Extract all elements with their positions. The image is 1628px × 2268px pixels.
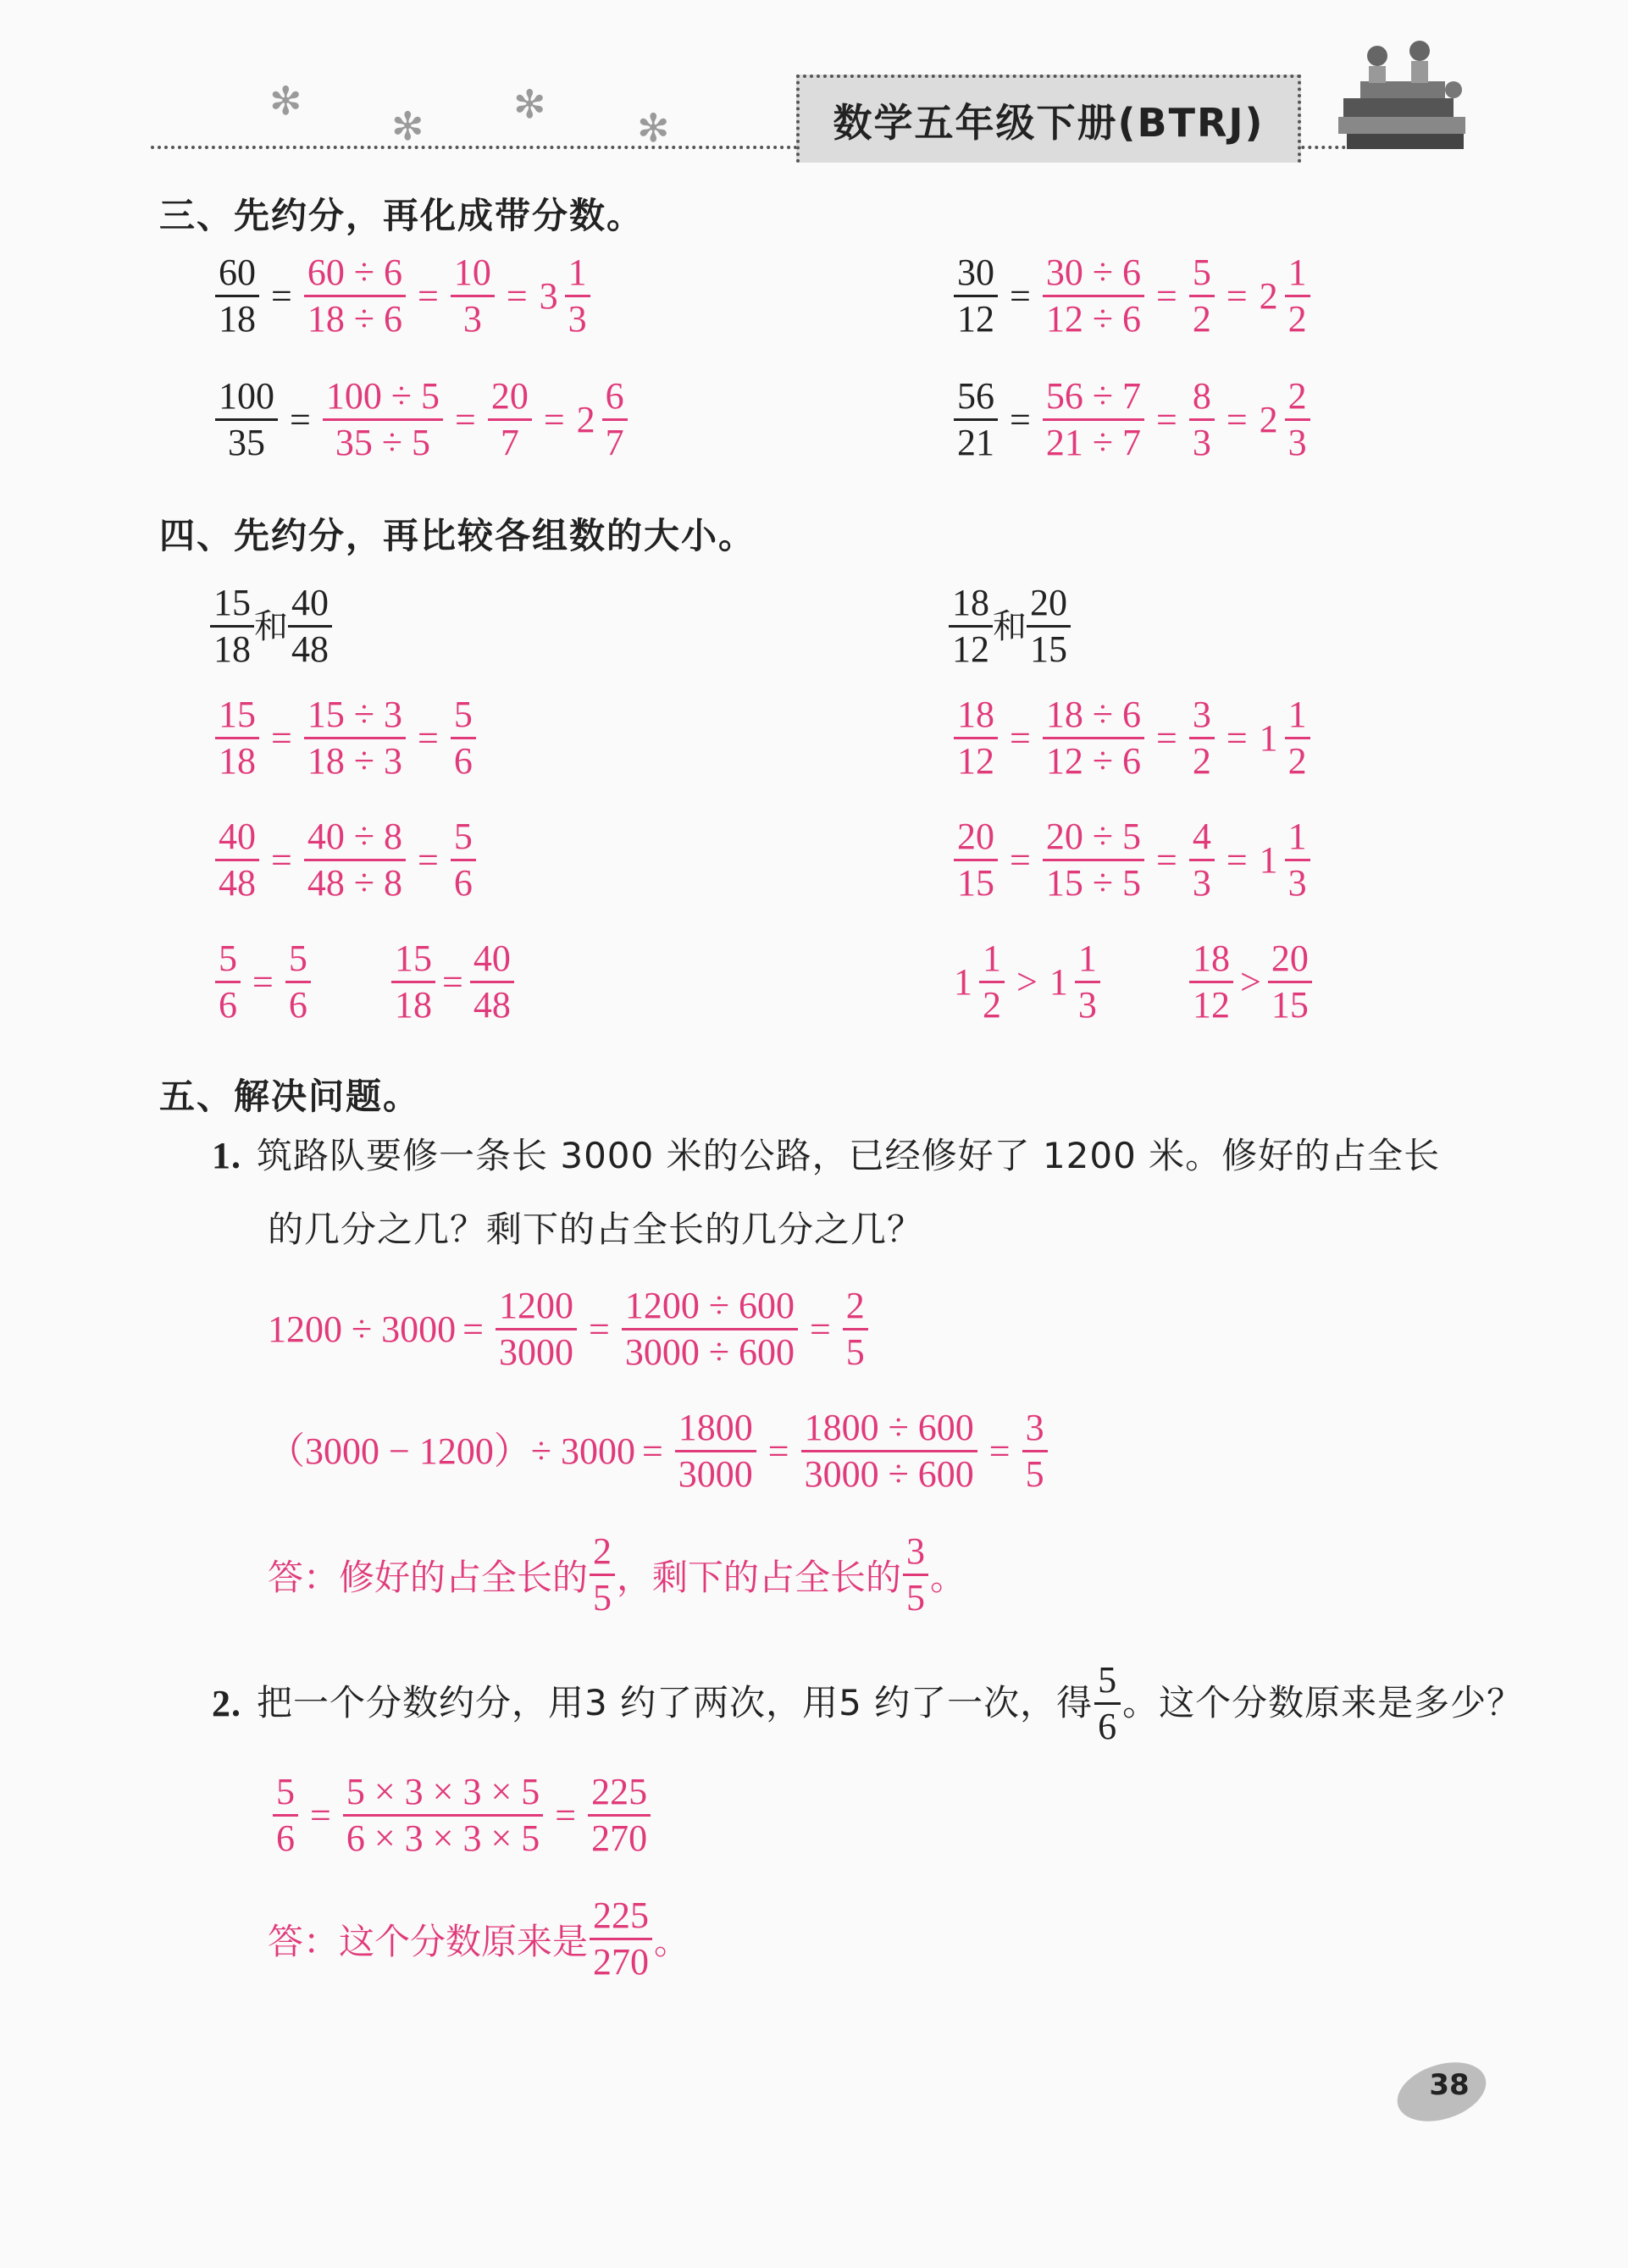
s4-left-reduction: $\frac{40}{48}$ = $\frac{40 \div 8}{48 \div 8}$ = $\frac{5}{6}$ [210,818,481,902]
s4-left-compare-1: $\frac{5}{6}$ = $\frac{5}{6}$ [210,940,316,1024]
question-fraction: $\frac{30}{12}$ [954,254,998,338]
problem-2-calc: $\frac{5}{6}$ = $\frac{5 \times 3 \times 3 \times 5}{6 \times 3 \times 3 \times 5}$ = $\frac{225}{270}$ [268,1773,656,1857]
section-3-heading: 三、先约分，再化成带分数。 [159,195,645,236]
s4-right-reduction: $\frac{20}{15}$ = $\frac{20 \div 5}{15 \div 5}$ = $\frac{4}{3}$ = 1 $\frac{1}{3}$ [949,818,1315,902]
mixed-fraction: $\frac{1}{3}$ [565,254,590,338]
answer-fraction: $\frac{56 \div 7}{21 \div 7}$ [1043,378,1144,462]
answer-fraction: $\frac{5}{2}$ [1189,254,1215,338]
problem-1-calc-1: 1200 ÷ 3000 = $\frac{1200}{3000}$ = $\frac{1200 \div 600}{3000 \div 600}$ = $\frac{2}{5}$ [268,1287,873,1371]
s3-expression: $\frac{56}{21}$ = $\frac{56 \div 7}{21 \div 7}$ = $\frac{8}{3}$ = 2 $\frac{2}{3}$ [949,378,1315,462]
answer-fraction: $\frac{20}{7}$ [488,378,532,462]
problem-1-calc-2: （3000 − 1200）÷ 3000 = $\frac{1800}{3000}$ = $\frac{1800 \div 600}{3000 \div 600}$ = $\frac{3}{5}$ [268,1409,1053,1493]
s4-right-compare-2: $\frac{18}{12}$ > $\frac{20}{15}$ [1184,940,1317,1024]
decor-star-icon: ✻ [391,103,424,149]
section-5-heading: 五、解决问题。 [159,1076,421,1117]
page-number: 38 [1429,2068,1470,2102]
header-title-box [796,75,1301,163]
books-with-kids-icon [1326,30,1479,158]
s4-question-left: $\frac{15}{18}$ 和 $\frac{40}{48}$ [210,584,332,668]
s4-left-reduction: $\frac{15}{18}$ = $\frac{15 \div 3}{18 \div 3}$ = $\frac{5}{6}$ [210,696,481,780]
question-fraction: $\frac{60}{18}$ [215,254,259,338]
mixed-fraction: $\frac{1}{2}$ [1285,254,1310,338]
section-4-heading: 四、先约分，再比较各组数的大小。 [159,515,756,556]
mixed-fraction: $\frac{6}{7}$ [602,378,628,462]
decor-star-icon: ✻ [513,81,546,127]
s4-question-right: $\frac{18}{12}$ 和 $\frac{20}{15}$ [949,584,1071,668]
s3-expression: $\frac{60}{18}$ = $\frac{60 \div 6}{18 \div 6}$ = $\frac{10}{3}$ = 3 $\frac{1}{3}$ [210,254,595,338]
problem-2-answer: 答：这个分数原来是 $\frac{225}{270}$ 。 [268,1895,690,1983]
answer-fraction: $\frac{60 \div 6}{18 \div 6}$ [304,254,406,338]
book-title: 数学五年级下册(BTRJ) [833,100,1265,146]
problem-2-text: 2. 把一个分数约分，用3 约了两次，用5 约了一次，得 $\frac{5}{6}$ 。这个分数原来是多少？ [212,1659,1524,1747]
answer-fraction: $\frac{10}{3}$ [451,254,495,338]
answer-fraction: $\frac{8}{3}$ [1189,378,1215,462]
s4-right-reduction: $\frac{18}{12}$ = $\frac{18 \div 6}{12 \div 6}$ = $\frac{3}{2}$ = 1 $\frac{1}{2}$ [949,696,1315,780]
s3-expression: $\frac{100}{35}$ = $\frac{100 \div 5}{35 \div 5}$ = $\frac{20}{7}$ = 2 $\frac{6}{7}$ [210,378,633,462]
decor-star-icon: ✻ [637,105,670,151]
question-fraction: $\frac{100}{35}$ [215,378,278,462]
answer-fraction: $\frac{30 \div 6}{12 \div 6}$ [1043,254,1144,338]
question-fraction: $\frac{56}{21}$ [954,378,998,462]
s4-left-compare-2: $\frac{15}{18}$ = $\frac{40}{48}$ [386,940,519,1024]
s4-right-compare-1: 1 $\frac{1}{2}$ > 1 $\frac{1}{3}$ [949,940,1105,1024]
mixed-fraction: $\frac{2}{3}$ [1285,378,1310,462]
answer-fraction: $\frac{100 \div 5}{35 \div 5}$ [323,378,443,462]
problem-1-text: 1. 筑路队要修一条长 3000 米的公路，已经修好了 1200 米。修好的占全长 的几分之几？剩下的占全长的几分之几？ [212,1135,1441,1251]
s3-expression: $\frac{30}{12}$ = $\frac{30 \div 6}{12 \div 6}$ = $\frac{5}{2}$ = 2 $\frac{1}{2}$ [949,254,1315,338]
problem-1-answer: 答：修好的占全长的 $\frac{2}{5}$ ，剩下的占全长的 $\frac{3}{5}$ 。 [268,1530,966,1618]
decor-star-icon: ✻ [269,78,302,124]
